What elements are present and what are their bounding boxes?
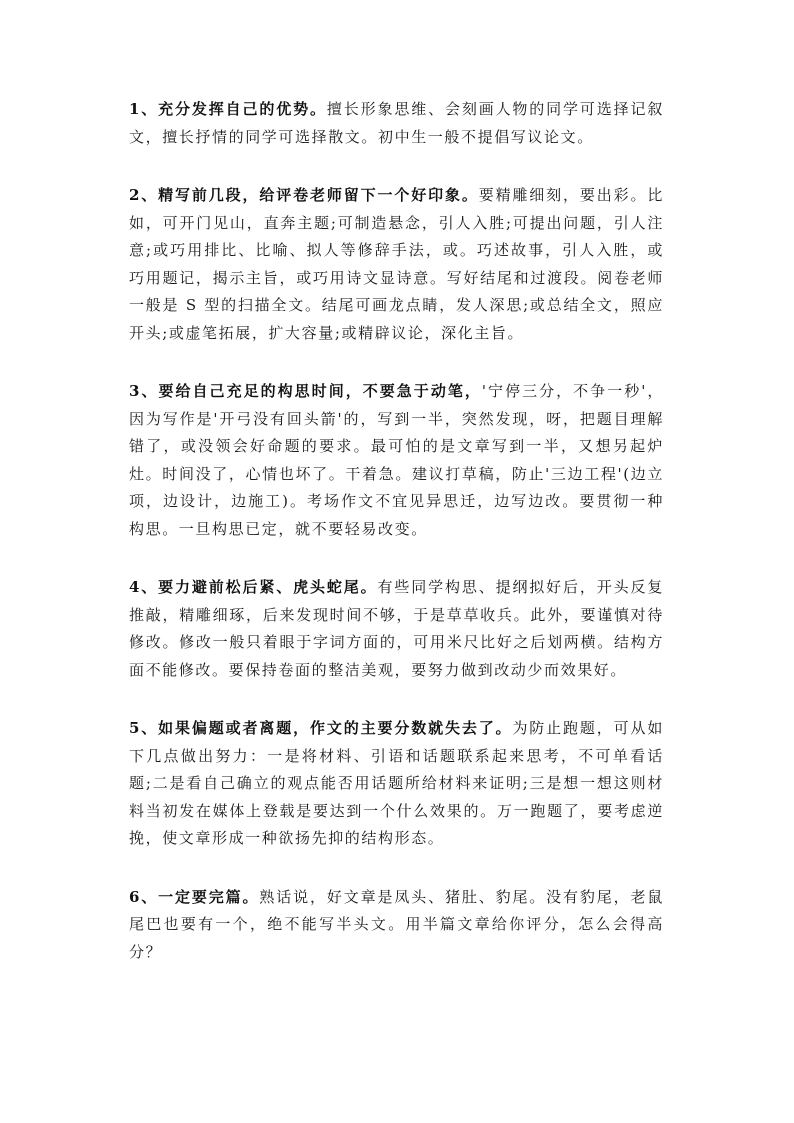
tip-paragraph-4 (129, 574, 664, 684)
tip-body-1: 擅长形象思维、会刻画人物的同学可选择记叙文，擅长抒情的同学可选择散文。初中生一般不提倡写议论文。 (129, 100, 664, 146)
tip-heading-1: 1、充分发挥自己的优势。 (129, 100, 327, 118)
tip-paragraph-3 (129, 378, 664, 543)
tip-body-3: '宁停三分，不争一秒'，因为写作是'开弓没有回头箭'的，写到一半，突然发现，呀，把题目理解错了，或没领会好命题的要求。最可怕的是文章写到一半，又想另起炉灶。时间没了，心情也坏了。干着急。建议打草稿，防止'三边工程'(边立项，边设计，边施工)。考场作文不宜见异思迁，边写边改。要贯彻一种构思。一旦构思已定，就不要轻易改变。 (129, 382, 664, 538)
tip-heading-6: 6、一定要完篇。 (129, 887, 260, 906)
tip-heading-4: 4、要力避前松后紧、虎头蛇尾。 (129, 578, 378, 596)
tip-heading-3: 3、要给自己充足的构思时间，不要急于动笔， (129, 382, 482, 400)
document-page (129, 96, 664, 997)
tip-body-5: 为防止跑题，可从如下几点做出努力：一是将材料、引语和话题联系起来思考，不可单看话题;二是看自己确立的观点能否用话题所给材料来证明;三是想一想这则材料当初发在媒体上登载是要达到一个什么效果的。万一跑题了，要考虑逆挽，使文章形成一种欲扬先抑的结构形态。 (129, 719, 664, 847)
tip-body-2: 要精雕细刻，要出彩。比如，可开门见山，直奔主题;可制造悬念，引人入胜;可提出问题，引人注意;或巧用排比、比喻、拟人等修辞手法，或。巧述故事，引人入胜，或巧用题记，揭示主旨，或巧用诗文显诗意。写好结尾和过渡段。阅卷老师一般是 S 型的扫描全文。结尾可画龙点睛，发人深思;或总结全文，照应开头;或虚笔拓展，扩大容量;或精辟议论，深化主旨。 (129, 186, 664, 342)
tip-paragraph-1 (129, 96, 664, 151)
tip-paragraph-2 (129, 182, 664, 347)
tip-paragraph-6 (129, 884, 664, 967)
tip-heading-5: 5、如果偏题或者离题，作文的主要分数就失去了。 (129, 719, 513, 737)
tip-body-4: 有些同学构思、提纲拟好后，开头反复推敲，精雕细琢，后来发现时间不够，于是草草收兵。此外，要谨慎对待修改。修改一般只着眼于字词方面的，可用米尺比好之后划两横。结构方面不能修改。要保持卷面的整洁美观，要努力做到改动少而效果好。 (129, 578, 664, 679)
tip-body-6: 熟话说，好文章是凤头、猪肚、豹尾。没有豹尾，老鼠尾巴也要有一个，绝不能写半头文。用半篇文章给你评分，怎么会得高分？ (129, 887, 664, 961)
tip-heading-2: 2、精写前几段，给评卷老师留下一个好印象。 (129, 186, 479, 204)
tip-paragraph-5 (129, 715, 664, 853)
